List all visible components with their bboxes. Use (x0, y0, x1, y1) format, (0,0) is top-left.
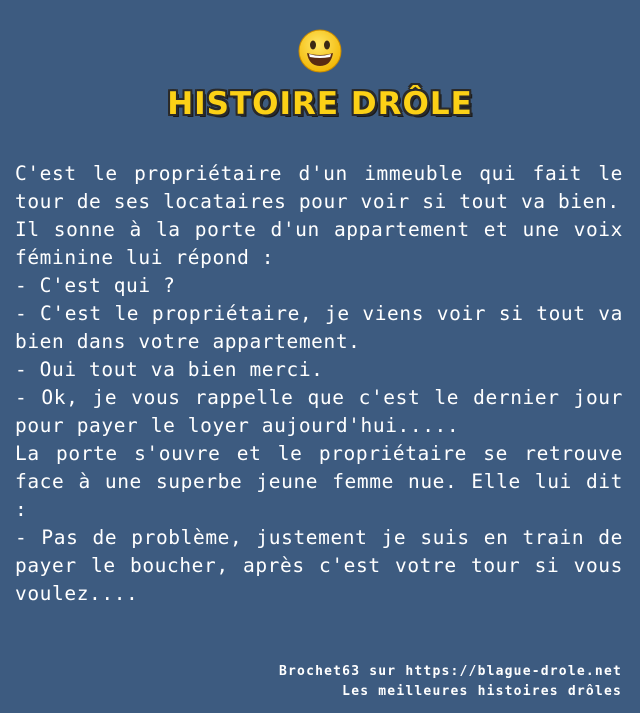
story-paragraph: - C'est qui ? (15, 274, 176, 297)
smiley-face-icon (297, 28, 343, 74)
story-paragraph: La porte s'ouvre et le propriétaire se retrouve face à une superbe jeune femme nue. Elle lui dit : (15, 442, 623, 521)
story-paragraph: - Ok, je vous rappelle que c'est le dernier jour pour payer le loyer aujourd'hui..... (15, 386, 623, 437)
story-paragraph: C'est le propriétaire d'un immeuble qui fait le tour de ses locataires pour voir si tout va bien. (15, 162, 623, 213)
story-paragraph: Il sonne à la porte d'un appartement et une voix féminine lui répond : (15, 218, 623, 269)
story-paragraph: - Pas de problème, justement je suis en train de payer le boucher, après c'est votre tour si vous voulez.... (15, 526, 623, 605)
footer (279, 662, 622, 702)
story-text (15, 160, 623, 608)
story-paragraph: - C'est le propriétaire, je viens voir si tout va bien dans votre appartement. (15, 302, 623, 353)
page-title: HISTOIRE DRÔLE (167, 86, 473, 122)
footer-credit: Brochet63 sur https://blague-drole.net (278, 664, 622, 679)
footer-tagline: Les meilleures histoires drôles (342, 684, 622, 699)
story-paragraph: - Oui tout va bien merci. (15, 358, 324, 381)
header (0, 28, 640, 124)
